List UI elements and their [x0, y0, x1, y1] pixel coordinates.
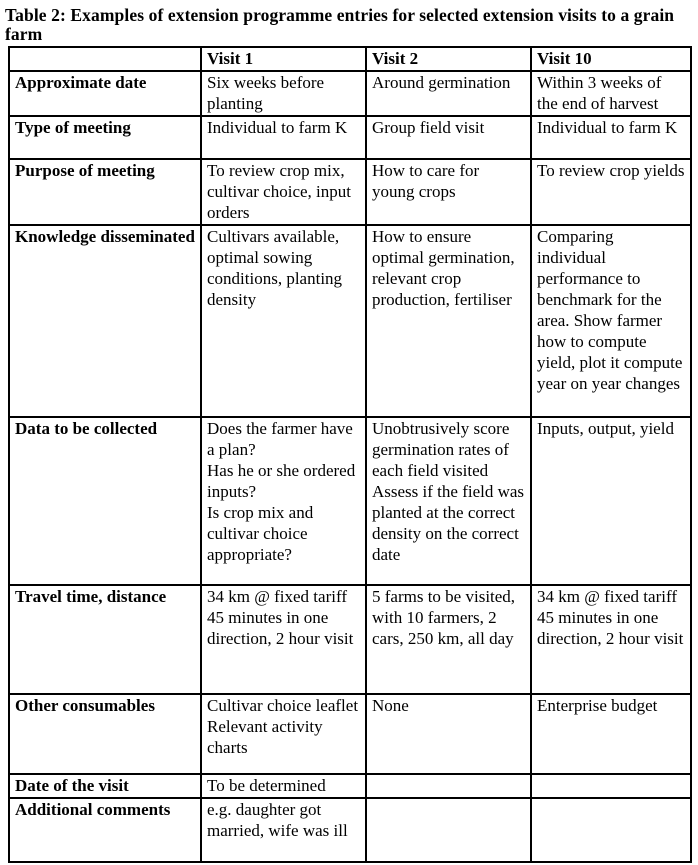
- cell-line: Around germination: [372, 73, 511, 92]
- table-cell: [201, 798, 366, 862]
- table-row: [9, 417, 691, 585]
- extension-programme-table: [8, 46, 692, 863]
- table-row: [9, 159, 691, 225]
- row-label: Other consumables: [9, 694, 201, 774]
- table-row: [9, 116, 691, 159]
- table-cell: [366, 417, 531, 585]
- header-row: [9, 47, 691, 71]
- table-cell: [201, 225, 366, 417]
- cell-line: How to ensure optimal germination, relevant crop production, fertiliser: [372, 227, 515, 309]
- cell-line: Six weeks before planting: [207, 73, 325, 113]
- cell-line: Comparing individual performance to benchmark for the area. Show farmer how to compute yield, plot it compute year on year changes: [537, 227, 683, 393]
- row-label: Knowledge disseminated: [9, 225, 201, 417]
- table-cell: [531, 71, 691, 116]
- table-cell: [366, 225, 531, 417]
- cell-line: 45 minutes in one direction, 2 hour visit: [207, 608, 354, 648]
- table-row: [9, 71, 691, 116]
- cell-line: Cultivars available, optimal sowing conditions, planting density: [207, 227, 343, 309]
- table-row: [9, 694, 691, 774]
- cell-line: To review crop yields: [537, 161, 685, 180]
- table-cell: [366, 798, 531, 862]
- table-cell: [201, 774, 366, 798]
- cell-line: 5 farms to be visited, with 10 farmers, 2 cars, 250 km, all day: [372, 587, 516, 648]
- cell-line: None: [372, 696, 409, 715]
- table-header: [9, 47, 691, 71]
- cell-line: Has he or she ordered inputs?: [207, 461, 356, 501]
- table-cell: [531, 774, 691, 798]
- row-label: Additional comments: [9, 798, 201, 862]
- cell-line: 34 km @ fixed tariff: [207, 587, 347, 606]
- cell-line: Group field visit: [372, 118, 485, 137]
- column-header-visit-10: Visit 10: [531, 47, 691, 71]
- table-cell: [201, 585, 366, 694]
- cell-line: Does the farmer have a plan?: [207, 419, 353, 459]
- cell-line: 34 km @ fixed tariff: [537, 587, 677, 606]
- table-row: [9, 225, 691, 417]
- row-label: Type of meeting: [9, 116, 201, 159]
- table-cell: [366, 694, 531, 774]
- table-cell: [366, 774, 531, 798]
- table-cell: [201, 159, 366, 225]
- cell-line: Relevant activity charts: [207, 717, 323, 757]
- table-row: [9, 774, 691, 798]
- cell-line: Individual to farm K: [537, 118, 678, 137]
- column-header-visit-2: Visit 2: [366, 47, 531, 71]
- table-cell: [531, 159, 691, 225]
- table-cell: [366, 159, 531, 225]
- table-caption: Table 2: Examples of extension programme entries for selected extension visits to a grain farm: [5, 5, 675, 44]
- cell-line: 45 minutes in one direction, 2 hour visit: [537, 608, 684, 648]
- cell-line: How to care for young crops: [372, 161, 480, 201]
- cell-line: e.g. daughter got married, wife was ill: [207, 800, 348, 840]
- table-cell: [201, 71, 366, 116]
- corner-header-cell: [9, 47, 201, 71]
- table-cell: [366, 71, 531, 116]
- table-cell: [531, 694, 691, 774]
- table-row: [9, 585, 691, 694]
- document-page: [0, 6, 698, 865]
- table-cell: [201, 116, 366, 159]
- table-cell: [531, 116, 691, 159]
- row-label: Purpose of meeting: [9, 159, 201, 225]
- table-cell: [531, 798, 691, 862]
- column-header-visit-1: Visit 1: [201, 47, 366, 71]
- table-cell: [531, 225, 691, 417]
- row-label: Date of the visit: [9, 774, 201, 798]
- table-row: [9, 798, 691, 862]
- cell-line: Individual to farm K: [207, 118, 348, 137]
- table-body: [9, 71, 691, 862]
- cell-line: Cultivar choice leaflet: [207, 696, 359, 715]
- table-cell: [201, 417, 366, 585]
- table-cell: [531, 585, 691, 694]
- cell-line: Enterprise budget: [537, 696, 658, 715]
- cell-line: Inputs, output, yield: [537, 419, 674, 438]
- table-cell: [201, 694, 366, 774]
- cell-line: To be determined: [207, 776, 326, 795]
- row-label: Data to be collected: [9, 417, 201, 585]
- table-cell: [366, 585, 531, 694]
- table-cell: [531, 417, 691, 585]
- table-cell: [366, 116, 531, 159]
- cell-line: Unobtrusively score germination rates of each field visited: [372, 419, 510, 480]
- cell-line: Assess if the field was planted at the correct density on the correct date: [372, 482, 525, 564]
- cell-line: Is crop mix and cultivar choice appropriate?: [207, 503, 314, 564]
- cell-line: Within 3 weeks of the end of harvest: [537, 73, 662, 113]
- cell-line: To review crop mix, cultivar choice, input orders: [207, 161, 351, 222]
- row-label: Travel time, distance: [9, 585, 201, 694]
- row-label: Approximate date: [9, 71, 201, 116]
